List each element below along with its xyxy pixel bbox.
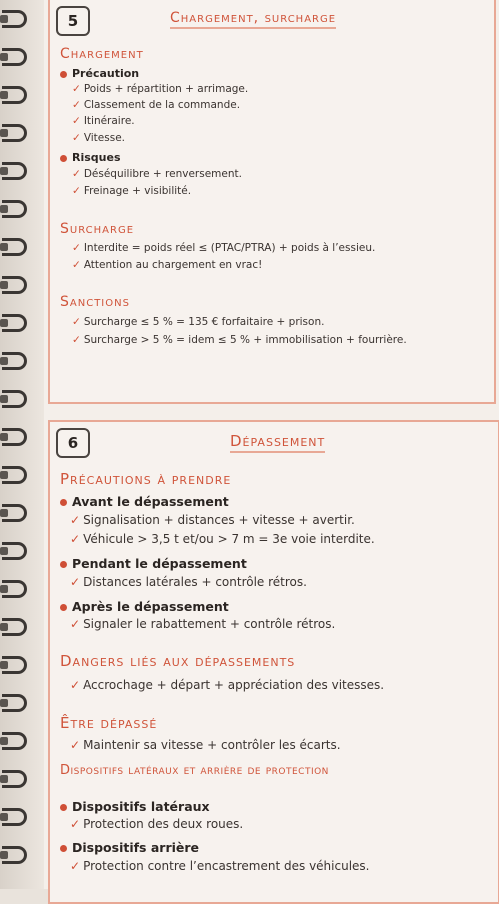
section-heading-etre-depasse: Être dépassé: [60, 714, 158, 732]
list-item: ✓ Maintenir sa vitesse + contrôler les écarts.: [70, 738, 341, 752]
card-title: Chargement, surcharge: [170, 10, 336, 29]
list-item: ✓ Vitesse.: [72, 132, 125, 144]
binding-ring: [2, 656, 27, 674]
check-icon: ✓: [70, 513, 81, 527]
list-item: ✓ Accrochage + départ + appréciation des vitesses.: [70, 678, 385, 692]
bullet-apres-depassement: Après le dépassement: [60, 599, 229, 614]
list-item: ✓ Protection contre l’encastrement des véhicules.: [70, 859, 370, 873]
check-icon: ✓: [70, 617, 81, 631]
check-icon: ✓: [70, 817, 81, 831]
binding-ring: [2, 428, 27, 446]
card-depassement: [48, 420, 499, 904]
bullet-dot-icon: [60, 499, 67, 506]
bullet-avant-depassement: Avant le dépassement: [60, 494, 229, 509]
binding-ring: [2, 238, 27, 256]
card-chargement-surcharge: [48, 0, 496, 404]
section-heading-surcharge: Surcharge: [60, 221, 135, 237]
binding-ring: [2, 390, 27, 408]
list-item: ✓ Signalisation + distances + vitesse + avertir.: [70, 513, 355, 527]
list-item: ✓ Surcharge ≤ 5 % = 135 € forfaitaire + prison.: [72, 316, 325, 328]
check-icon: ✓: [72, 316, 81, 328]
binding-ring: [2, 542, 27, 560]
check-icon: ✓: [72, 259, 81, 271]
list-item: ✓ Distances latérales + contrôle rétros.: [70, 575, 307, 589]
binding-ring: [2, 770, 27, 788]
binding-ring: [2, 618, 27, 636]
binding-ring: [2, 10, 27, 28]
binding-ring: [2, 48, 27, 66]
binding-ring: [2, 314, 27, 332]
bullet-dot-icon: [60, 845, 67, 852]
card-number: 6: [56, 428, 90, 458]
list-item: ✓ Attention au chargement en vrac!: [72, 259, 263, 271]
list-item: ✓ Surcharge > 5 % = idem ≤ 5 % + immobilisation + fourrière.: [72, 334, 407, 346]
check-icon: ✓: [70, 575, 81, 589]
check-icon: ✓: [72, 242, 81, 254]
list-item: ✓ Interdite = poids réel ≤ (PTAC/PTRA) + poids à l’essieu.: [72, 242, 376, 254]
list-item: ✓ Freinage + visibilité.: [72, 185, 192, 197]
binding-ring: [2, 200, 27, 218]
binding-ring: [2, 352, 27, 370]
binding-ring: [2, 276, 27, 294]
list-item: ✓ Déséquilibre + renversement.: [72, 168, 242, 180]
check-icon: ✓: [72, 115, 81, 127]
list-item: ✓ Signaler le rabattement + contrôle rétros.: [70, 617, 336, 631]
list-item: ✓ Poids + répartition + arrimage.: [72, 83, 249, 95]
section-heading-sanctions: Sanctions: [60, 294, 130, 310]
list-item: ✓ Véhicule > 3,5 t et/ou > 7 m = 3e voie interdite.: [70, 532, 375, 546]
bullet-pendant-depassement: Pendant le dépassement: [60, 556, 247, 571]
binding-ring: [2, 162, 27, 180]
binding-ring: [2, 846, 27, 864]
binding-ring: [2, 124, 27, 142]
bullet-dot-icon: [60, 71, 67, 78]
check-icon: ✓: [72, 132, 81, 144]
check-icon: ✓: [72, 99, 81, 111]
check-icon: ✓: [70, 678, 81, 692]
bullet-dispositifs-arriere: Dispositifs arrière: [60, 840, 199, 855]
bullet-risques: Risques: [60, 151, 121, 164]
check-icon: ✓: [70, 859, 81, 873]
binding-ring: [2, 694, 27, 712]
check-icon: ✓: [72, 334, 81, 346]
section-heading-chargement: Chargement: [60, 46, 144, 62]
list-item: ✓ Classement de la commande.: [72, 99, 241, 111]
bullet-dot-icon: [60, 604, 67, 611]
card-title: Dépassement: [230, 432, 325, 453]
binding-ring: [2, 808, 27, 826]
check-icon: ✓: [72, 83, 81, 95]
section-heading-dangers: Dangers liés aux dépassements: [60, 652, 296, 670]
binding-ring: [2, 732, 27, 750]
binding-ring: [2, 504, 27, 522]
section-heading-precautions: Précautions à prendre: [60, 470, 232, 488]
bullet-dot-icon: [60, 155, 67, 162]
binding-ring: [2, 86, 27, 104]
bullet-dot-icon: [60, 804, 67, 811]
binding-ring: [2, 466, 27, 484]
binding-ring: [2, 580, 27, 598]
list-item: ✓ Itinéraire.: [72, 115, 135, 127]
bullet-dot-icon: [60, 561, 67, 568]
check-icon: ✓: [72, 168, 81, 180]
bullet-precaution: Précaution: [60, 67, 139, 80]
check-icon: ✓: [70, 738, 81, 752]
section-heading-dispositifs: Dispositifs latéraux et arrière de protection: [60, 763, 329, 778]
card-number: 5: [56, 6, 90, 36]
spiral-binding: [0, 0, 44, 889]
check-icon: ✓: [72, 185, 81, 197]
bullet-dispositifs-lateraux: Dispositifs latéraux: [60, 799, 210, 814]
page: [44, 0, 499, 889]
check-icon: ✓: [70, 532, 81, 546]
list-item: ✓ Protection des deux roues.: [70, 817, 244, 831]
